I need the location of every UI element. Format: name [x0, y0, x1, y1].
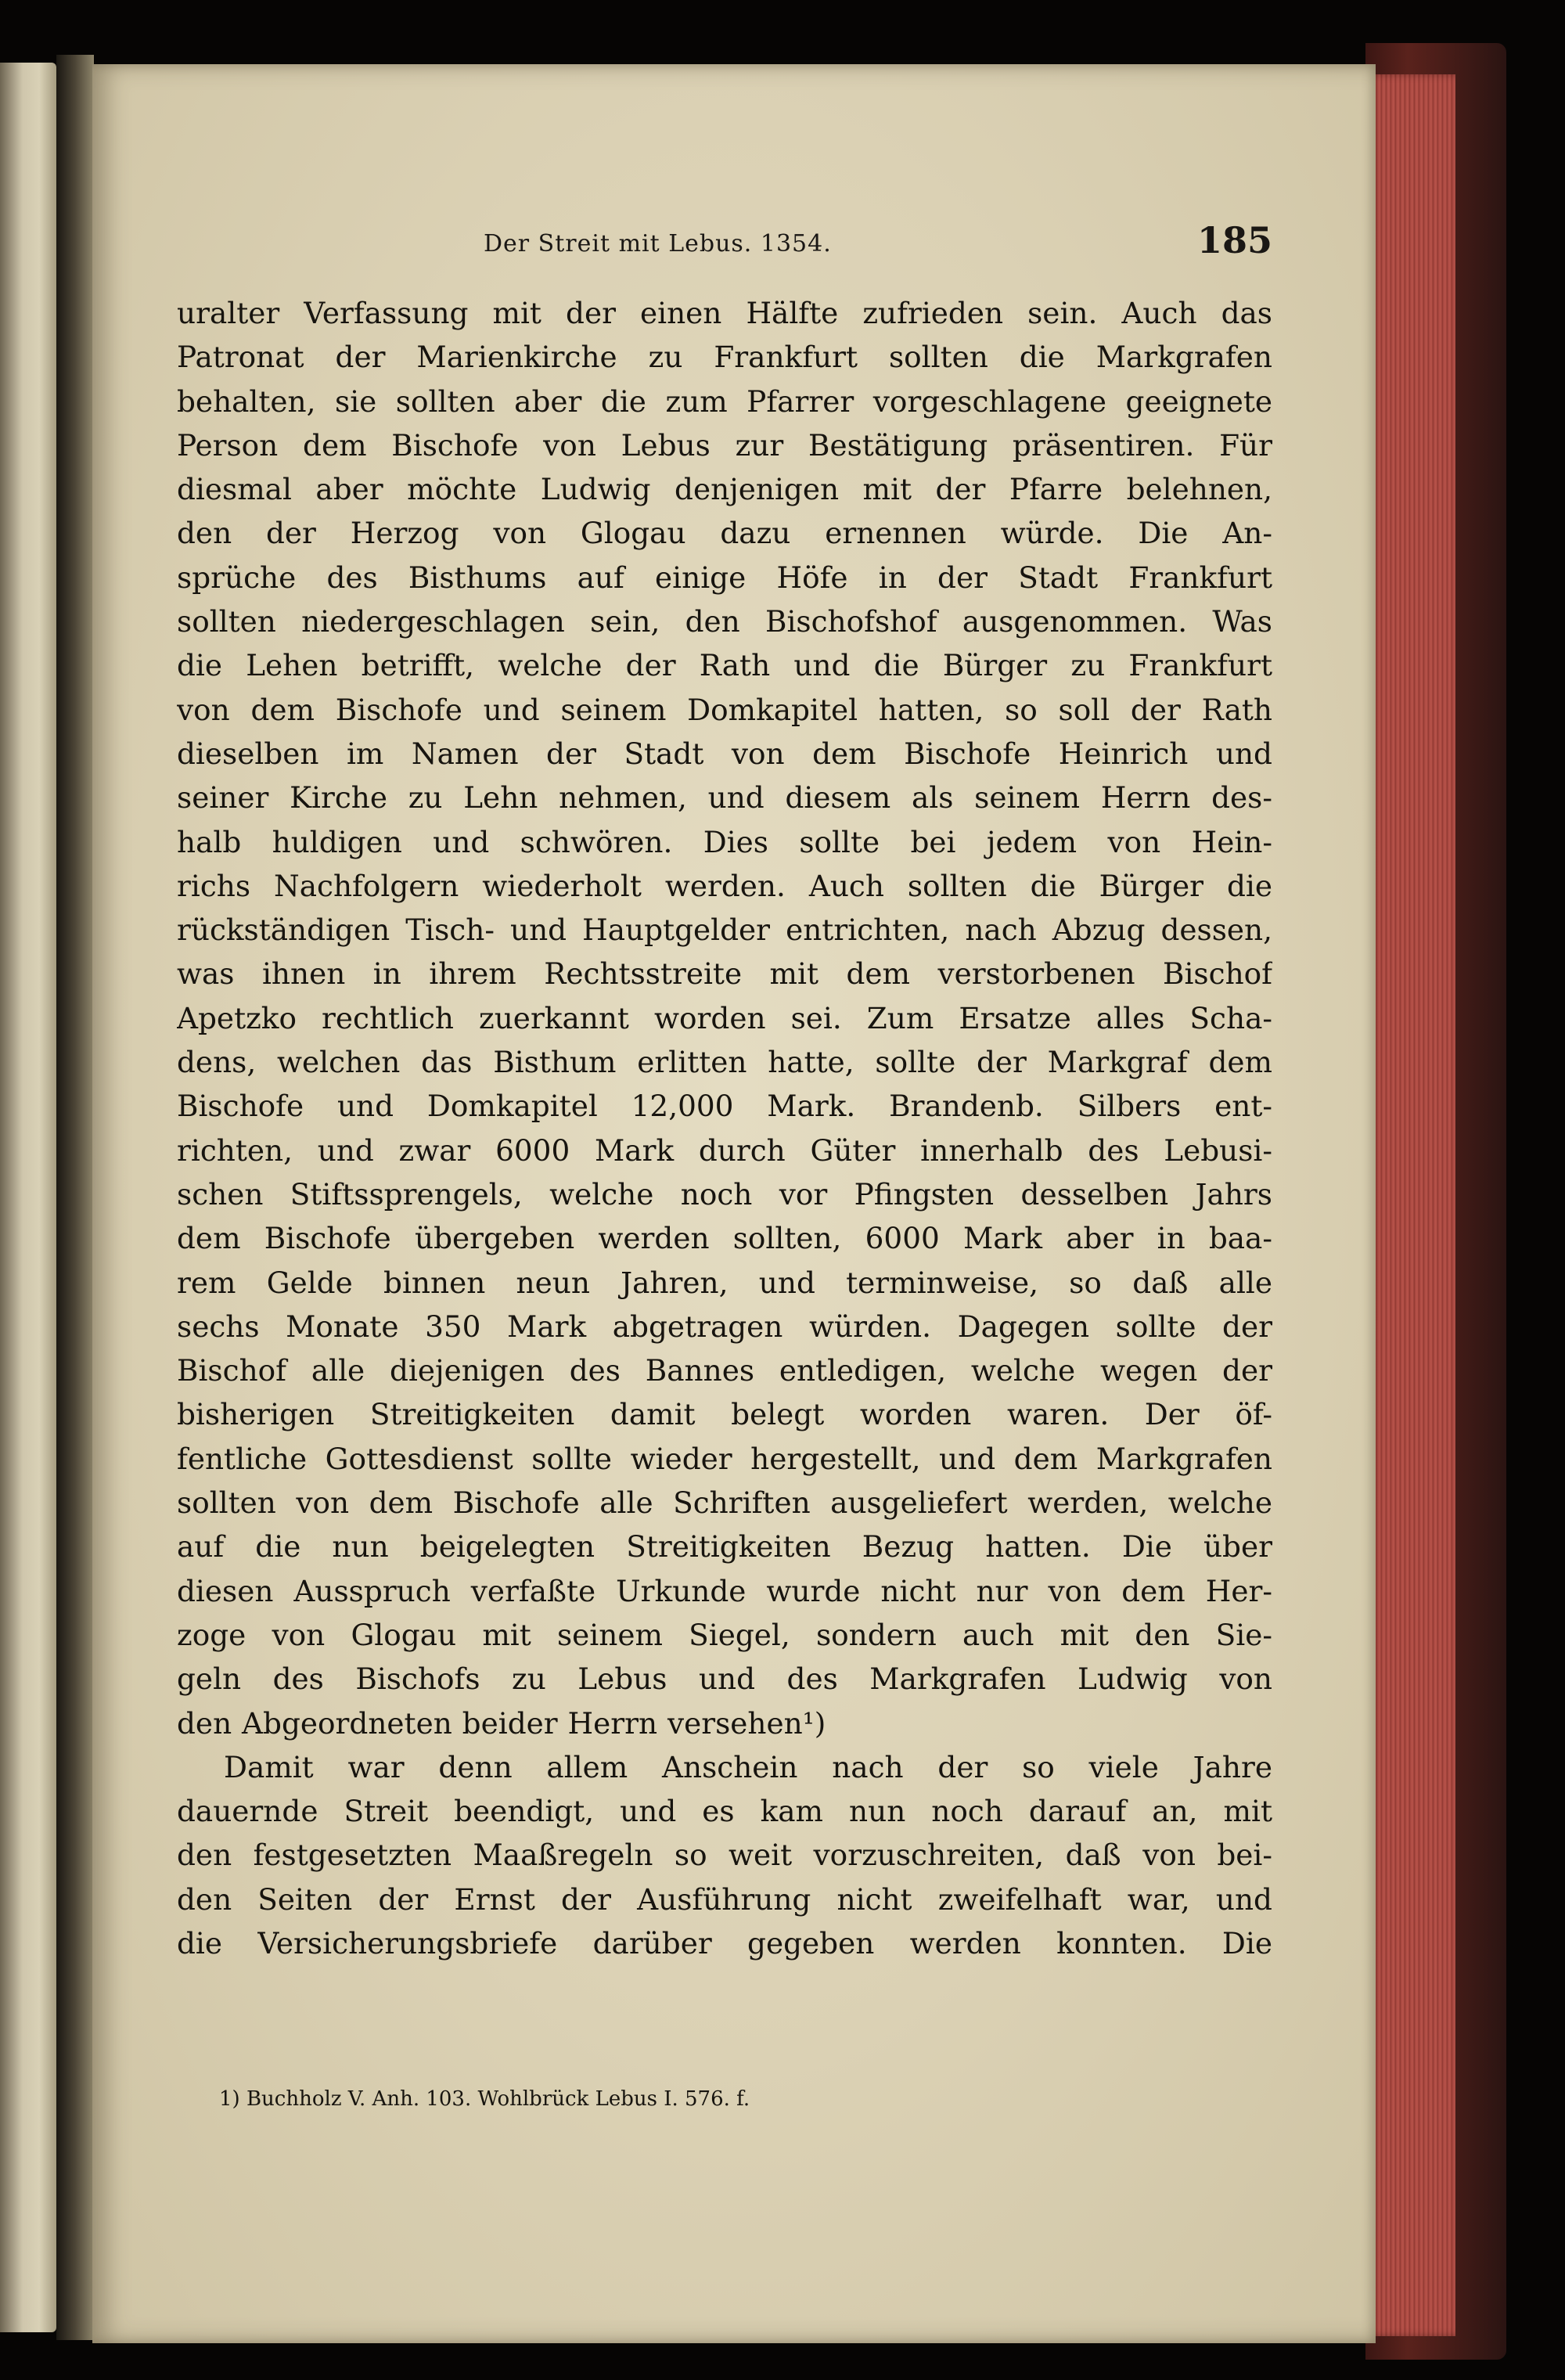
text-line: den Abgeordneten beider Herrn versehen¹) — [177, 1705, 826, 1741]
text-line: sollten niedergeschlagen sein, den Bischofshof ausgenommen. Was — [177, 604, 1272, 639]
text-line: den der Herzog von Glogau dazu ernennen würde. Die An- — [177, 516, 1272, 551]
text-line: Bischof alle diejenigen des Bannes entledigen, welche wegen der — [177, 1353, 1272, 1388]
text-line: dem Bischofe übergeben werden sollten, 6000 Mark aber in baa- — [177, 1221, 1272, 1256]
text-line: sechs Monate 350 Mark abgetragen würden. Dagegen sollte der — [177, 1309, 1272, 1344]
text-line: halb huldigen und schwören. Dies sollte bei jedem von Hein- — [177, 824, 1272, 859]
text-line: Bischofe und Domkapitel 12,000 Mark. Brandenb. Silbers ent- — [177, 1089, 1272, 1124]
text-line: sprüche des Bisthums auf einige Höfe in der Stadt Frankfurt — [177, 560, 1272, 595]
text-line: uralter Verfassung mit der einen Hälfte zufrieden sein. Auch das — [177, 296, 1272, 330]
text-line: fentliche Gottesdienst sollte wieder hergestellt, und dem Markgrafen — [177, 1441, 1272, 1476]
running-title: Der Streit mit Lebus. 1354. — [484, 230, 832, 257]
book-page — [92, 64, 1376, 2343]
red-page-edges — [1368, 74, 1455, 2336]
text-line: was ihnen in ihrem Rechtsstreite mit dem verstorbenen Bischof — [177, 956, 1272, 992]
text-line: Apetzko rechtlich zuerkannt worden sei. Zum Ersatze alles Scha- — [177, 1000, 1272, 1035]
text-line: Person dem Bischofe von Lebus zur Bestätigung präsentiren. Für — [177, 427, 1272, 463]
text-line: richs Nachfolgern wiederholt werden. Auch sollten die Bürger die — [177, 868, 1272, 903]
text-line: die Lehen betrifft, welche der Rath und die Bürger zu Frankfurt — [177, 648, 1272, 683]
body-text — [177, 291, 1272, 1965]
footnote: 1) Buchholz V. Anh. 103. Wohlbrück Lebus I. 576. f. — [219, 2087, 750, 2111]
text-line: geln des Bischofs zu Lebus und des Markgrafen Ludwig von — [177, 1662, 1272, 1697]
text-line: behalten, sie sollten aber die zum Pfarrer vorgeschlagene geeignete — [177, 383, 1272, 419]
text-line: diesen Ausspruch verfaßte Urkunde wurde nicht nur von dem Her- — [177, 1573, 1272, 1608]
running-head — [92, 213, 1376, 275]
text-line: schen Stiftssprengels, welche noch vor Pfingsten desselben Jahrs — [177, 1176, 1272, 1212]
text-line: dauernde Streit beendigt, und es kam nun noch darauf an, mit — [177, 1794, 1272, 1829]
text-line: dens, welchen das Bisthum erlitten hatte, sollte der Markgraf dem — [177, 1045, 1272, 1080]
text-line: zoge von Glogau mit seinem Siegel, sondern auch mit den Sie- — [177, 1617, 1272, 1652]
text-line: sollten von dem Bischofe alle Schriften ausgeliefert werden, welche — [177, 1485, 1272, 1521]
text-line: auf die nun beigelegten Streitigkeiten Bezug hatten. Die über — [177, 1529, 1272, 1564]
text-line: diesmal aber möchte Ludwig denjenigen mit der Pfarre belehnen, — [177, 472, 1272, 507]
text-line: bisherigen Streitigkeiten damit belegt worden waren. Der öf- — [177, 1397, 1272, 1432]
text-line: von dem Bischofe und seinem Domkapitel hatten, so soll der Rath — [177, 692, 1272, 727]
text-line: rem Gelde binnen neun Jahren, und terminweise, so daß alle — [177, 1265, 1272, 1300]
text-line: rückständigen Tisch- und Hauptgelder entrichten, nach Abzug dessen, — [177, 913, 1272, 948]
text-line: richten, und zwar 6000 Mark durch Güter innerhalb des Lebusi- — [177, 1132, 1272, 1168]
page-number: 185 — [1196, 219, 1272, 261]
text-line: dieselben im Namen der Stadt von dem Bischofe Heinrich und — [177, 736, 1272, 771]
text-line: Damit war denn allem Anschein nach der so viele Jahre — [224, 1749, 1272, 1784]
text-line: die Versicherungsbriefe darüber gegeben werden konnten. Die — [177, 1925, 1272, 1961]
text-line: den festgesetzten Maaßregeln so weit vorzuschreiten, daß von bei- — [177, 1838, 1272, 1873]
book-gutter — [56, 55, 94, 2340]
text-line: den Seiten der Ernst der Ausführung nicht zweifelhaft war, und — [177, 1881, 1272, 1917]
text-line: seiner Kirche zu Lehn nehmen, und diesem als seinem Herrn des- — [177, 780, 1272, 816]
text-line: Patronat der Marienkirche zu Frankfurt sollten die Markgrafen — [177, 340, 1272, 375]
facing-page-edge — [0, 63, 56, 2332]
